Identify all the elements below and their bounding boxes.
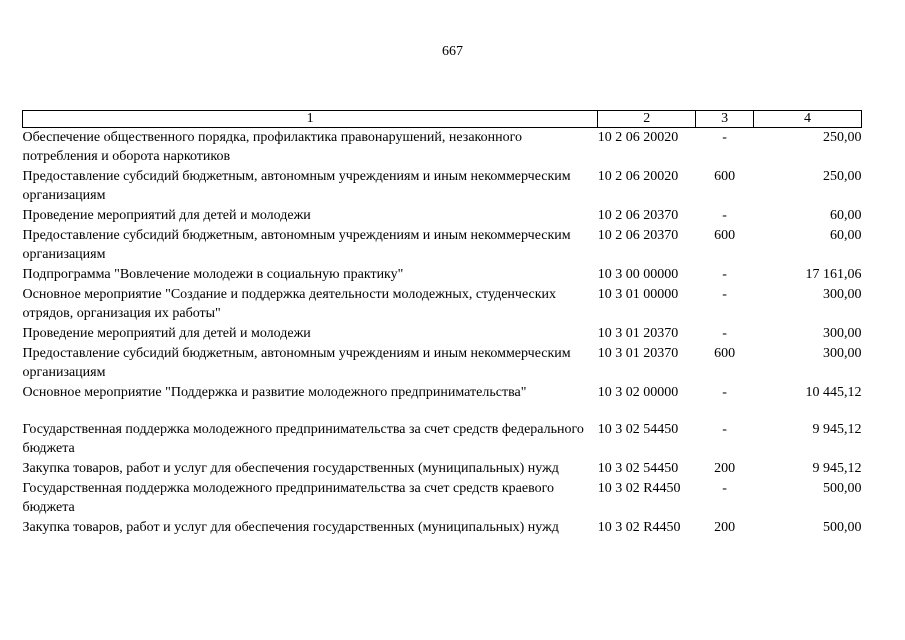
item-name: Государственная поддержка молодежного предпринимательства за счет средств федерального бюджета xyxy=(22,422,584,456)
table-row xyxy=(23,285,862,324)
item-type: - xyxy=(722,287,727,302)
item-sum: 250,00 xyxy=(823,130,862,145)
table-row xyxy=(23,420,862,459)
item-code: 10 3 02 54450 xyxy=(597,422,679,437)
item-name: Предоставление субсидий бюджетным, автономным учреждениям и иным некоммерческим организациям xyxy=(22,169,571,203)
column-header: 2 xyxy=(598,111,696,128)
item-code: 10 2 06 20370 xyxy=(597,208,679,223)
item-name: Предоставление субсидий бюджетным, автономным учреждениям и иным некоммерческим организациям xyxy=(22,346,571,380)
item-name: Проведение мероприятий для детей и молодежи xyxy=(22,208,311,223)
item-type: 200 xyxy=(714,461,736,476)
item-type: - xyxy=(722,326,727,341)
item-name: Обеспечение общественного порядка, профилактика правонарушений, незаконного потребления и оборота наркотиков xyxy=(22,130,523,164)
item-type: - xyxy=(722,385,727,400)
item-sum: 60,00 xyxy=(830,208,862,223)
item-type: - xyxy=(722,267,727,282)
table-row xyxy=(23,518,862,538)
item-type: 600 xyxy=(714,169,736,184)
table-row xyxy=(23,128,862,168)
item-type: 600 xyxy=(714,346,736,361)
table-row xyxy=(23,324,862,344)
item-sum: 9 945,12 xyxy=(812,461,862,476)
table-row xyxy=(23,344,862,383)
item-sum: 60,00 xyxy=(830,228,862,243)
item-name: Закупка товаров, работ и услуг для обеспечения государственных (муниципальных) нужд xyxy=(22,520,559,535)
page-number: 667 xyxy=(442,44,463,59)
table-row xyxy=(23,206,862,226)
item-code: 10 3 01 00000 xyxy=(597,287,679,302)
item-code: 10 3 02 R4450 xyxy=(597,481,681,496)
item-type: - xyxy=(722,208,727,223)
item-type: 600 xyxy=(714,228,736,243)
table-row xyxy=(23,265,862,285)
item-type: - xyxy=(722,422,727,437)
item-name: Закупка товаров, работ и услуг для обеспечения государственных (муниципальных) нужд xyxy=(22,461,559,476)
item-sum: 300,00 xyxy=(823,346,862,361)
table-row xyxy=(23,226,862,265)
item-code: 10 3 02 R4450 xyxy=(597,520,681,535)
item-sum: 500,00 xyxy=(823,481,862,496)
item-sum: 10 445,12 xyxy=(805,385,862,400)
item-type: - xyxy=(722,481,727,496)
item-sum: 250,00 xyxy=(823,169,862,184)
item-name: Предоставление субсидий бюджетным, автономным учреждениям и иным некоммерческим организациям xyxy=(22,228,571,262)
item-name: Государственная поддержка молодежного предпринимательства за счет средств краевого бюджета xyxy=(22,481,554,515)
column-header: 3 xyxy=(696,111,754,128)
item-name: Основное мероприятие "Поддержка и развитие молодежного предпринимательства" xyxy=(22,385,527,400)
item-code: 10 2 06 20370 xyxy=(597,228,679,243)
table-header-row xyxy=(23,111,862,128)
item-name: Подпрограмма "Вовлечение молодежи в социальную практику" xyxy=(22,267,404,282)
item-code: 10 3 00 00000 xyxy=(597,267,679,282)
item-code: 10 2 06 20020 xyxy=(597,169,679,184)
item-sum: 500,00 xyxy=(823,520,862,535)
item-type: 200 xyxy=(714,520,736,535)
table-row xyxy=(23,459,862,479)
item-code: 10 3 02 00000 xyxy=(597,385,679,400)
item-name: Основное мероприятие "Создание и поддержка деятельности молодежных, студенческих отрядов, организация их работы" xyxy=(22,287,557,321)
column-header: 4 xyxy=(754,111,862,128)
item-sum: 300,00 xyxy=(823,287,862,302)
column-header: 1 xyxy=(23,111,598,128)
item-sum: 17 161,06 xyxy=(805,267,862,282)
item-code: 10 3 01 20370 xyxy=(597,346,679,361)
table-row xyxy=(23,383,862,420)
item-sum: 9 945,12 xyxy=(812,422,862,437)
item-sum: 300,00 xyxy=(823,326,862,341)
item-name: Проведение мероприятий для детей и молодежи xyxy=(22,326,311,341)
budget-table xyxy=(22,110,862,538)
item-code: 10 2 06 20020 xyxy=(597,130,679,145)
item-type: - xyxy=(722,130,727,145)
item-code: 10 3 01 20370 xyxy=(597,326,679,341)
item-code: 10 3 02 54450 xyxy=(597,461,679,476)
table-row xyxy=(23,167,862,206)
table-row xyxy=(23,479,862,518)
